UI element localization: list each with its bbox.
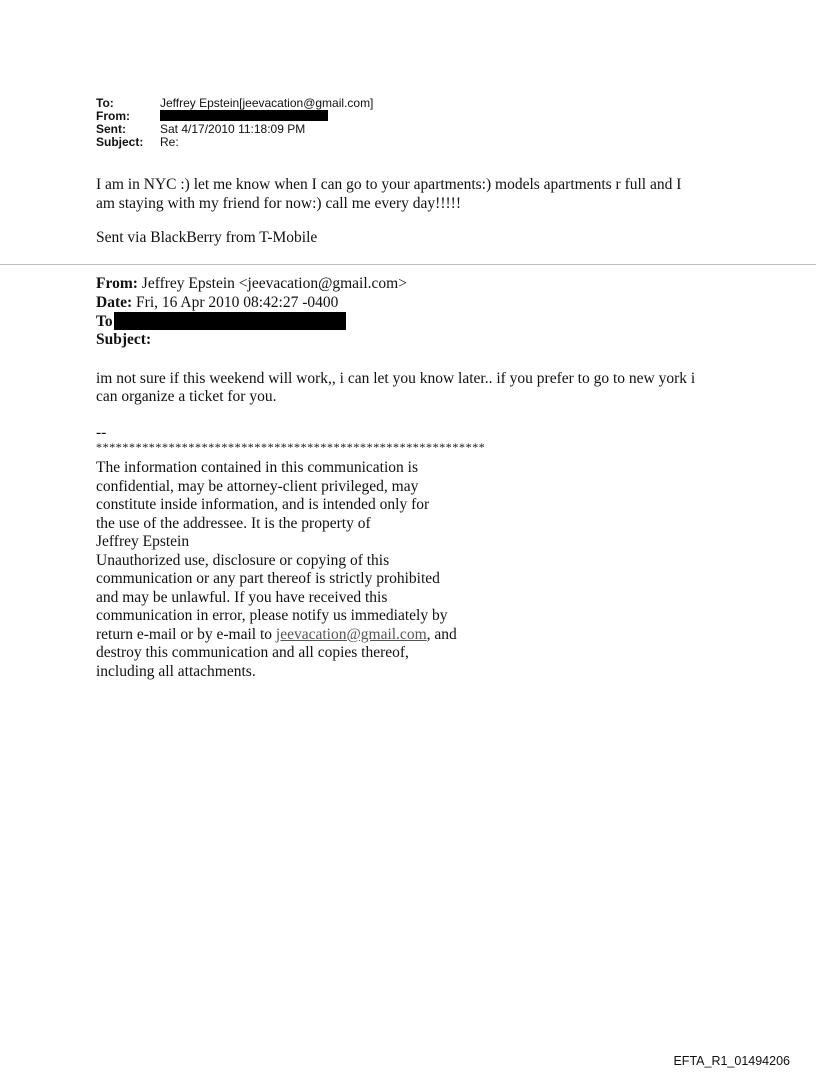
sent-value: Sat 4/17/2010 11:18:09 PM xyxy=(160,122,306,136)
fwd-to-row xyxy=(96,312,407,331)
fwd-date-label: Date: xyxy=(96,293,133,311)
fwd-from-value: Jeffrey Epstein <jeevacation@gmail.com> xyxy=(137,275,407,292)
disclaimer-line: The information contained in this communication is xyxy=(96,459,418,476)
fwd-date-value: Fri, 16 Apr 2010 08:42:27 -0400 xyxy=(132,293,339,311)
disclaimer-line: and may be unlawful. If you have received this xyxy=(96,588,388,606)
subject-label: Subject: xyxy=(96,135,144,149)
disclaimer-line: communication in error, please notify us immediately by xyxy=(96,607,448,624)
sent-label: Sent: xyxy=(96,122,126,136)
disclaimer-line: Jeffrey Epstein xyxy=(96,533,190,550)
fwd-from-row xyxy=(96,275,407,294)
disclaimer-line: including all attachments. xyxy=(96,662,256,680)
fwd-from-label: From: xyxy=(96,275,138,292)
fwd-to-redaction xyxy=(114,312,346,330)
sig-dashes: -- xyxy=(96,424,107,441)
email-link[interactable]: jeevacation@gmail.com xyxy=(275,625,427,643)
fwd-to-label: To xyxy=(96,313,113,330)
reply-line-2: am staying with my friend for now:) call me every day!!!!! xyxy=(96,195,461,212)
disclaimer-line-with-link xyxy=(96,626,457,645)
sig-stars: *********************************************************** xyxy=(96,440,486,454)
fwd-subject-row xyxy=(96,331,407,350)
fwd-body-line-1: im not sure if this weekend will work,, i can let you know later.. if you prefer to go to new york i xyxy=(96,370,696,387)
subject-value: Re: xyxy=(160,135,179,149)
document-id: EFTA_R1_01494206 xyxy=(673,1054,790,1068)
reply-signature: Sent via BlackBerry from T-Mobile xyxy=(96,229,318,246)
disclaimer-line: confidential, may be attorney-client privileged, may xyxy=(96,477,419,495)
fwd-date-row xyxy=(96,294,407,313)
to-value: Jeffrey Epstein[jeevacation@gmail.com] xyxy=(160,96,374,110)
forwarded-header xyxy=(96,275,407,349)
fwd-subject-label: Subject: xyxy=(96,330,152,348)
disclaimer-line-10-post: , and xyxy=(426,625,457,643)
message-divider xyxy=(0,264,816,265)
disclaimer-line-10-pre: return e-mail or by e-mail to xyxy=(96,625,276,643)
disclaimer-line: the use of the addressee. It is the property of xyxy=(96,514,371,532)
disclaimer-line: Unauthorized use, disclosure or copying of this xyxy=(96,551,390,569)
disclaimer xyxy=(96,459,457,681)
from-label: From: xyxy=(96,109,130,123)
disclaimer-line: constitute inside information, and is intended only for xyxy=(96,496,430,513)
disclaimer-line: destroy this communication and all copies thereof, xyxy=(96,644,409,661)
disclaimer-line: communication or any part thereof is strictly prohibited xyxy=(96,570,440,587)
to-label: To: xyxy=(96,96,114,110)
reply-line-1: I am in NYC :) let me know when I can go to your apartments:) models apartments r full and I xyxy=(96,176,682,193)
fwd-body-line-2: can organize a ticket for you. xyxy=(96,388,277,405)
